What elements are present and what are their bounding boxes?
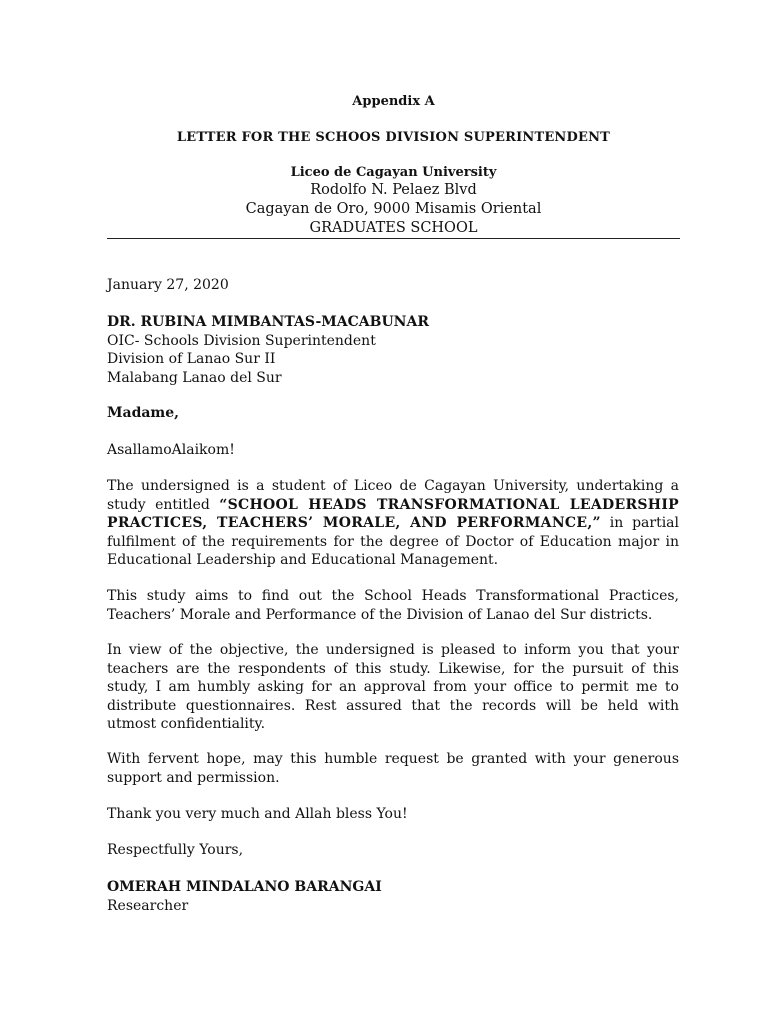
paragraph-line: study, I am humbly asking for an approval from your office to permit me to — [107, 679, 679, 695]
paragraph-line: support and permission. — [107, 769, 280, 786]
closing-line: Respectfully Yours, — [107, 842, 244, 858]
letter-date: January 27, 2020 — [107, 277, 229, 293]
recipient-location: Malabang Lanao del Sur — [107, 369, 282, 386]
letter-title: LETTER FOR THE SCHOOS DIVISION SUPERINTENDENT — [176, 130, 611, 145]
appendix-heading: Appendix A — [352, 94, 435, 109]
header-divider — [107, 238, 680, 239]
salutation: Madame, — [107, 405, 180, 421]
paragraph-line: fulfilment of the requirements for the degree of Doctor of Education major in — [107, 533, 679, 550]
signer-role: Researcher — [107, 897, 189, 914]
address-line-2: Cagayan de Oro, 9000 Misamis Oriental — [245, 201, 542, 217]
paragraph-line: The undersigned is a student of Liceo de Cagayan University, undertaking a — [107, 478, 679, 494]
greeting: AsallamoAlaikom! — [107, 442, 235, 458]
paragraph-request — [107, 641, 679, 734]
recipient-name: DR. RUBINA MIMBANTAS-MACABUNAR — [107, 314, 429, 330]
address-line-1: Rodolfo N. Pelaez Blvd — [310, 182, 477, 198]
text-run: in partial — [600, 515, 680, 531]
signature-block — [107, 878, 679, 915]
paragraph-line: In view of the objective, the undersigned is pleased to inform you that your — [107, 642, 679, 658]
paragraph-intro — [107, 477, 679, 570]
text-run: study entitled — [107, 496, 220, 513]
signer-name: OMERAH MINDALANO BARANGAI — [107, 879, 382, 895]
recipient-division: Division of Lanao Sur II — [107, 351, 276, 367]
study-title-part-1: “SCHOOL HEADS TRANSFORMATIONAL LEADERSHIP — [219, 496, 679, 513]
paragraph-line: With fervent hope, may this humble request be granted with your generous — [107, 751, 679, 767]
university-name: Liceo de Cagayan University — [290, 165, 497, 180]
paragraph-aim — [107, 587, 679, 624]
paragraph-line — [107, 514, 679, 533]
recipient-title: OIC- Schools Division Superintendent — [107, 332, 376, 349]
school-name: GRADUATES SCHOOL — [309, 220, 478, 236]
recipient-block — [107, 313, 679, 387]
paragraph-line: Teachers’ Morale and Performance of the Division of Lanao del Sur districts. — [107, 606, 653, 623]
paragraph-line: This study aims to find out the School Heads Transformational Practices, — [107, 588, 679, 604]
study-title-part-2: PRACTICES, TEACHERS’ MORALE, AND PERFORMANCE,” — [107, 515, 601, 531]
paragraph-line: distribute questionnaires. Rest assured that the records will be held with — [107, 697, 679, 714]
thanks-line: Thank you very much and Allah bless You! — [107, 806, 408, 822]
paragraph-line: teachers are the respondents of this study. Likewise, for the pursuit of this — [107, 660, 679, 677]
paragraph-line: utmost confidentiality. — [107, 716, 266, 732]
paragraph-line — [107, 496, 679, 515]
paragraph-line: Educational Leadership and Educational Management. — [107, 552, 499, 568]
paragraph-hope — [107, 750, 679, 787]
